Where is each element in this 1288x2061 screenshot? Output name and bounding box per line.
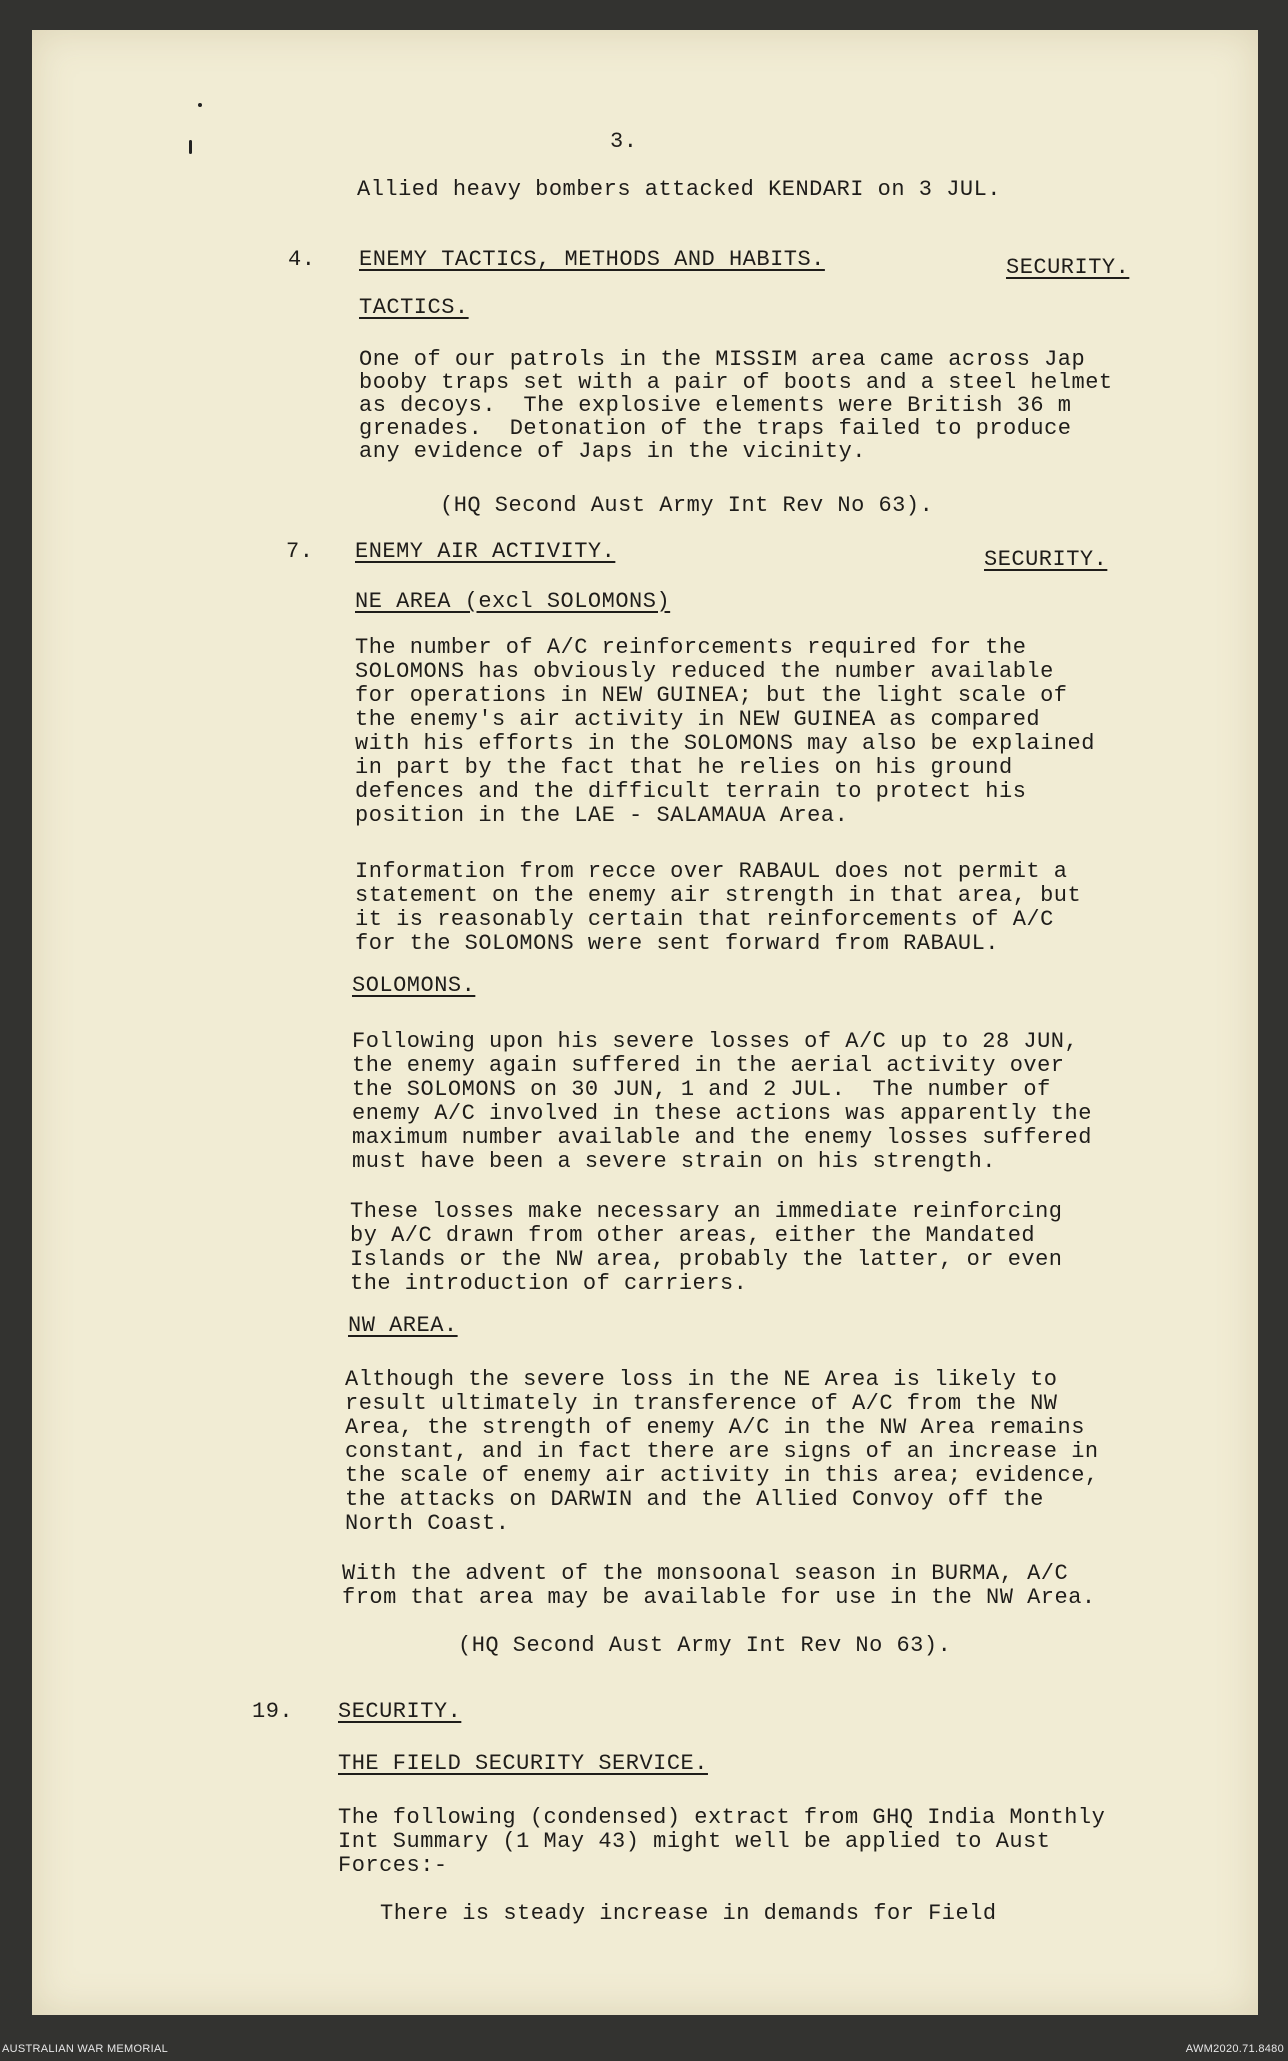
section-7-para-line: Information from recce over RABAUL does not permit a [355, 859, 1068, 884]
section-7-para-line: the enemy's air activity in NEW GUINEA as compared [355, 707, 1041, 732]
section-7-sub-solomons: SOLOMONS. [352, 973, 476, 998]
section-7-para-line: for the SOLOMONS were sent forward from RABAUL. [355, 931, 1000, 956]
section-7-para-line: The number of A/C reinforcements required for the [355, 635, 1027, 660]
section-7-para-line: With the advent of the monsoonal season in BURMA, A/C [342, 1561, 1069, 1586]
section-7-para-line: the enemy again suffered in the aerial activity over [352, 1053, 1065, 1078]
section-7-para-line: for operations in NEW GUINEA; but the light scale of [355, 683, 1068, 708]
section-7-para-line: statement on the enemy air strength in that area, but [355, 883, 1082, 908]
section-7-para-line: Although the severe loss in the NE Area is likely to [345, 1367, 1058, 1392]
section-7-para-line: North Coast. [345, 1511, 510, 1536]
section-7-sub-ne-area: NE AREA (excl SOLOMONS) [355, 589, 671, 614]
section-7-sub-nw-area: NW AREA. [348, 1313, 458, 1338]
section-7-para-line: the attacks on DARWIN and the Allied Convoy off the [345, 1487, 1044, 1512]
section-4-para-line: booby traps set with a pair of boots and a steel helmet [359, 370, 1113, 395]
section-7-classification: SECURITY. [984, 547, 1108, 572]
section-19-para-line: Forces:- [338, 1853, 448, 1878]
section-7-para-line: the SOLOMONS on 30 JUN, 1 and 2 JUL. The number of [352, 1077, 1051, 1102]
section-7-para-line: must have been a severe strain on his strength. [352, 1149, 997, 1174]
section-19-number: 19. [252, 1699, 294, 1724]
section-7-para-line: Following upon his severe losses of A/C up to 28 JUN, [352, 1029, 1079, 1054]
ink-mark [189, 140, 192, 154]
section-4-para-line: One of our patrols in the MISSIM area came across Jap [359, 347, 1086, 372]
page-number: 3. [610, 129, 638, 154]
ink-mark [198, 103, 202, 107]
section-7-para-line: Area, the strength of enemy A/C in the NW Area remains [345, 1415, 1085, 1440]
section-7-source: (HQ Second Aust Army Int Rev No 63). [458, 1633, 952, 1658]
section-7-number: 7. [286, 539, 314, 564]
footer-accession-number: AWM2020.71.8480 [1185, 2043, 1284, 2055]
section-7-para-line: from that area may be available for use in the NW Area. [342, 1585, 1096, 1610]
section-7-para-line: position in the LAE - SALAMAUA Area. [355, 803, 849, 828]
section-7-para-line: enemy A/C involved in these actions was apparently the [352, 1101, 1092, 1126]
section-7-para-line: constant, and in fact there are signs of an increase in [345, 1439, 1099, 1464]
section-7-para-line: maximum number available and the enemy losses suffered [352, 1125, 1092, 1150]
section-7-heading: ENEMY AIR ACTIVITY. [355, 539, 616, 564]
section-4-classification: SECURITY. [1006, 255, 1130, 280]
section-4-para-line: as decoys. The explosive elements were British 36 m [359, 393, 1072, 418]
section-7-para-line: These losses make necessary an immediate reinforcing [350, 1199, 1063, 1224]
section-4-para-line: grenades. Detonation of the traps failed to produce [359, 416, 1072, 441]
section-7-para-line: SOLOMONS has obviously reduced the number available [355, 659, 1054, 684]
section-19-quote: There is steady increase in demands for Field [380, 1901, 997, 1926]
section-7-para-line: result ultimately in transference of A/C from the NW [345, 1391, 1058, 1416]
section-7-para-line: it is reasonably certain that reinforcements of A/C [355, 907, 1054, 932]
section-7-para-line: in part by the fact that he relies on his ground [355, 755, 1013, 780]
opening-line: Allied heavy bombers attacked KENDARI on 3 JUL. [357, 177, 1002, 202]
section-7-para-line: the scale of enemy air activity in this area; evidence, [345, 1463, 1099, 1488]
section-19-para-line: The following (condensed) extract from GHQ India Monthly [338, 1805, 1106, 1830]
section-7-para-line: the introduction of carriers. [350, 1271, 748, 1296]
footer-archive-name: AUSTRALIAN WAR MEMORIAL [2, 2043, 169, 2055]
section-4-subheading: TACTICS. [359, 295, 469, 320]
section-19-subheading: THE FIELD SECURITY SERVICE. [338, 1751, 708, 1776]
section-4-number: 4. [288, 247, 316, 272]
section-7-para-line: by A/C drawn from other areas, either the Mandated [350, 1223, 1036, 1248]
section-7-para-line: defences and the difficult terrain to protect his [355, 779, 1027, 804]
section-19-para-line: Int Summary (1 May 43) might well be applied to Aust [338, 1829, 1051, 1854]
section-4-heading: ENEMY TACTICS, METHODS AND HABITS. [359, 247, 825, 272]
section-7-para-line: Islands or the NW area, probably the latter, or even [350, 1247, 1063, 1272]
section-7-para-line: with his efforts in the SOLOMONS may also be explained [355, 731, 1095, 756]
section-19-heading: SECURITY. [338, 1699, 462, 1724]
section-4-source: (HQ Second Aust Army Int Rev No 63). [440, 493, 934, 518]
document-page [32, 30, 1258, 2015]
section-4-para-line: any evidence of Japs in the vicinity. [359, 439, 866, 464]
